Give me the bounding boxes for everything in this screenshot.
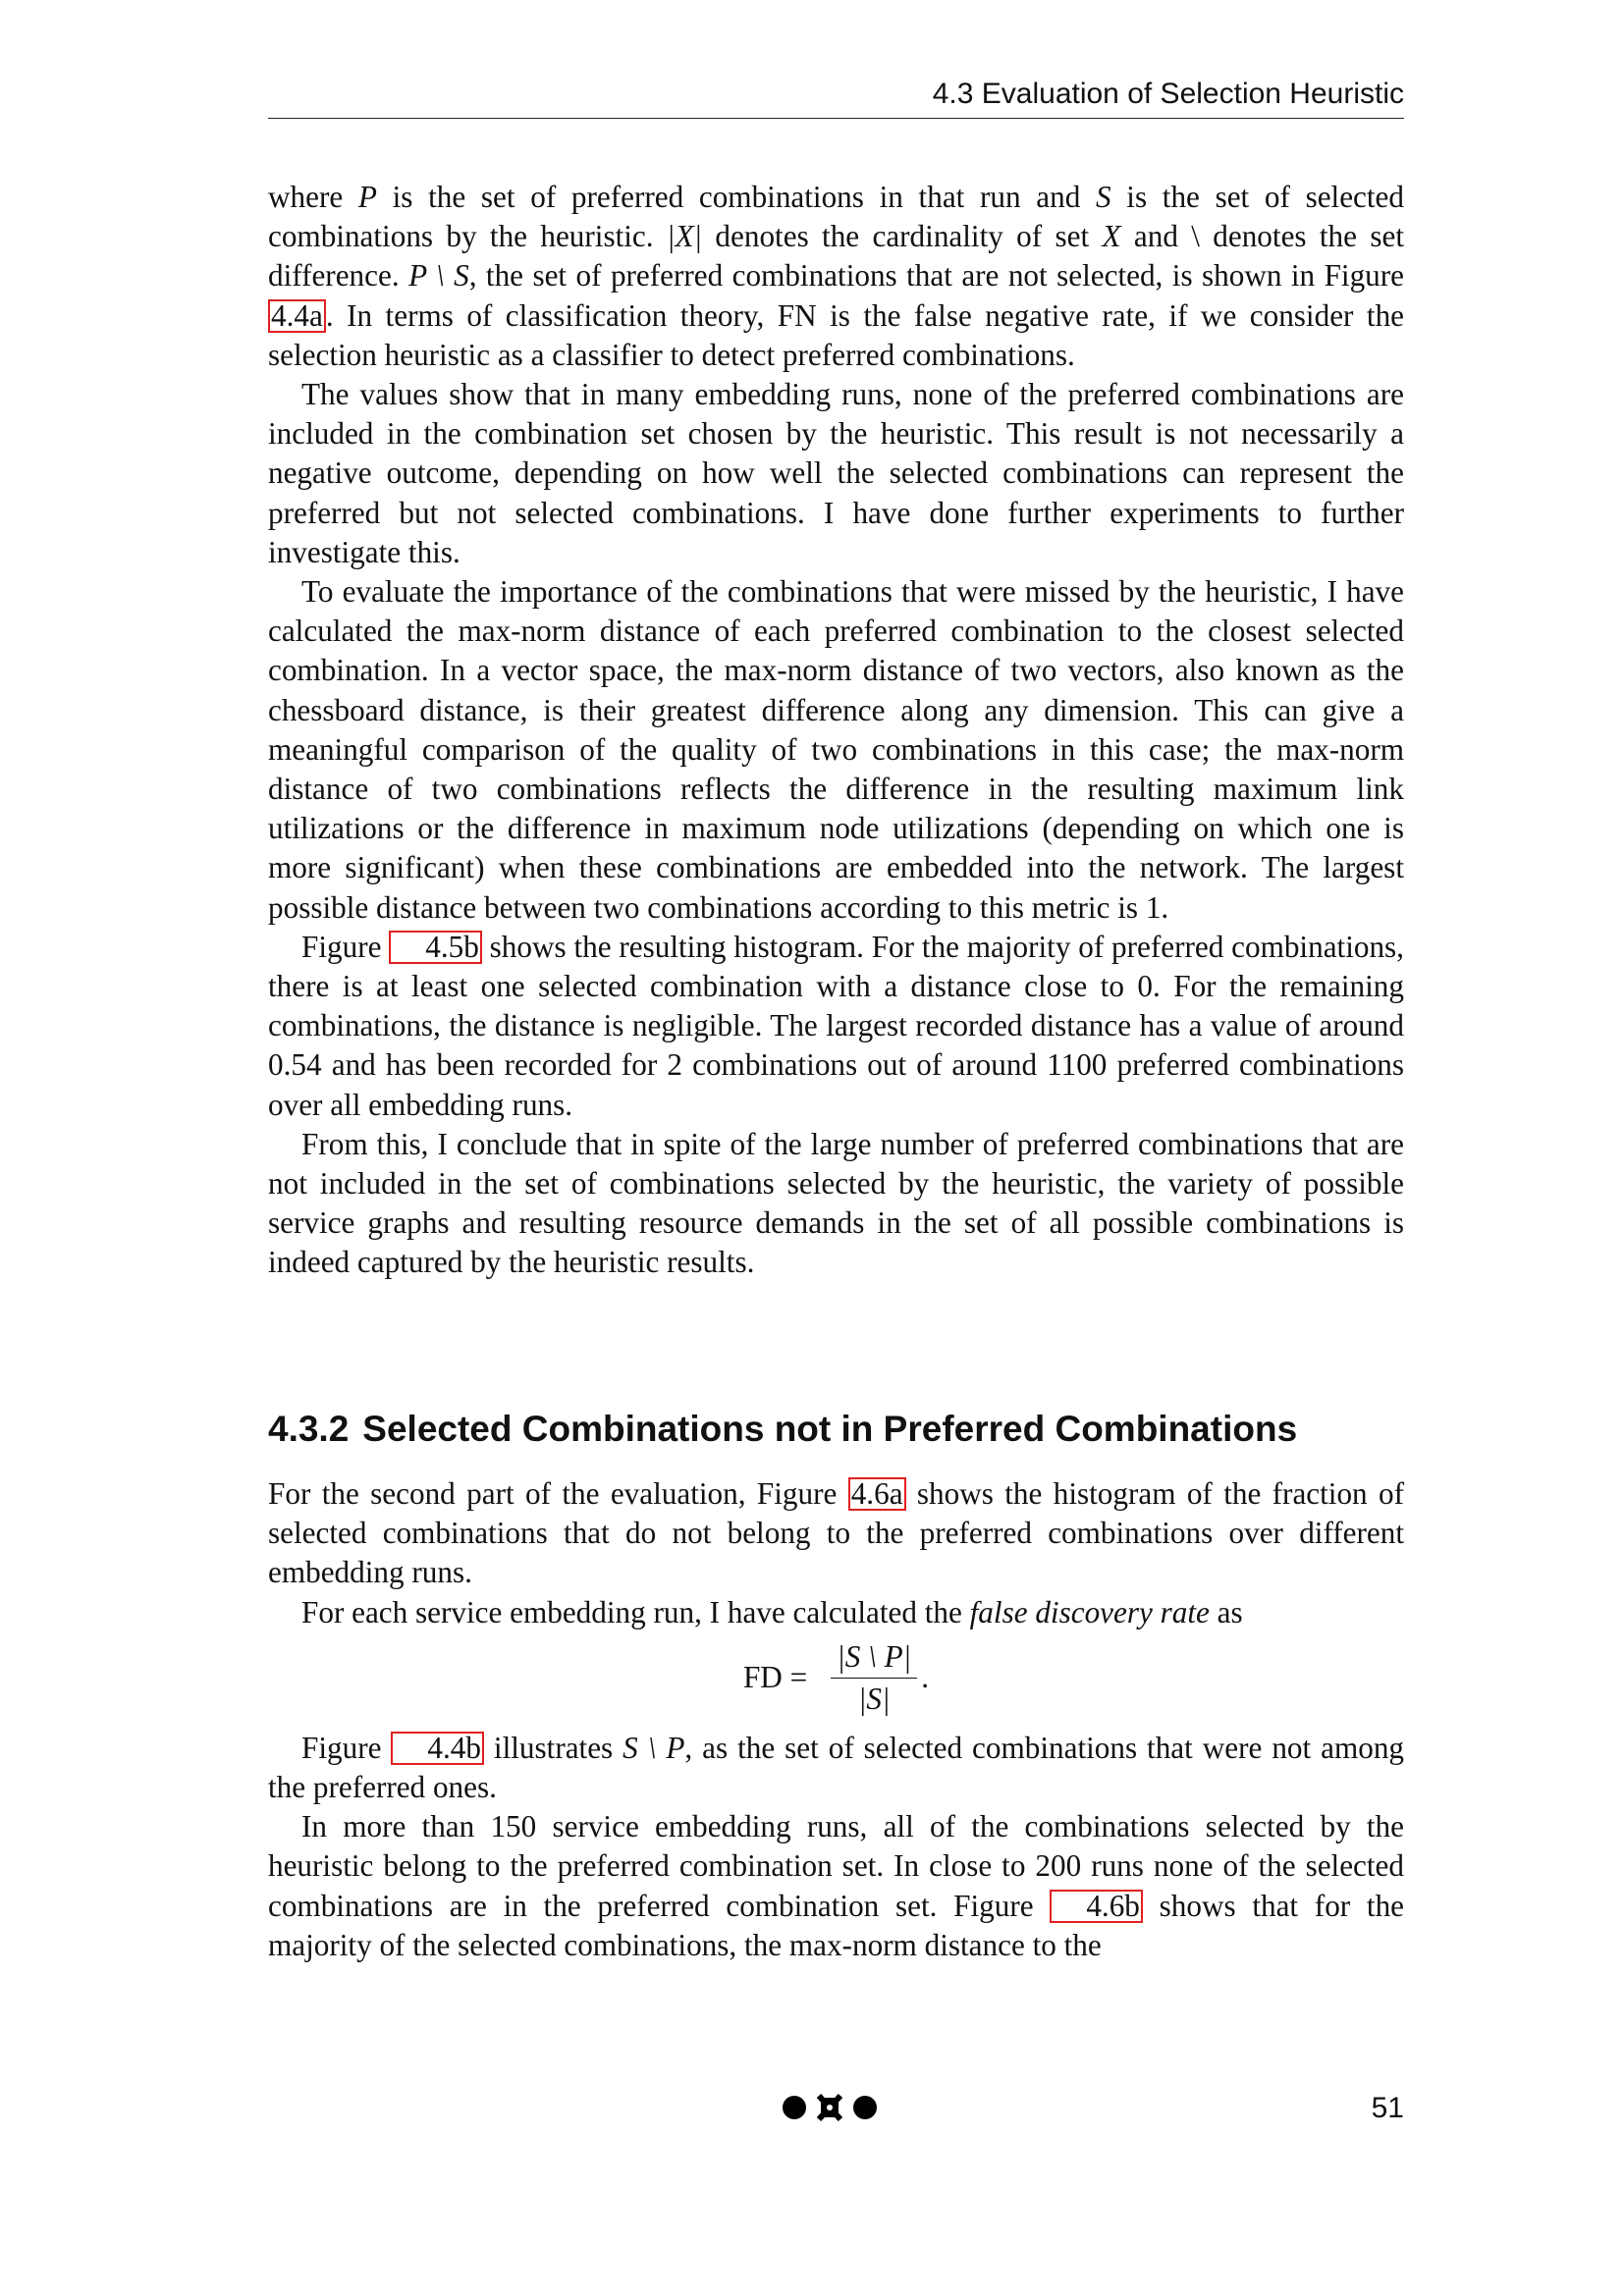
paragraph-false-discovery: For each service embedding run, I have calculated the false discovery rate as: [301, 1594, 1243, 1629]
paragraph-values: The values show that in many embedding runs, none of the preferred combinations are included in the combination set chosen by the heuristic. This result is not necessarily a negative outcome, depending on how well the selected combinations can represent the preferred but not selected combinations. I have done further experiments to further investigate this.: [268, 377, 1404, 569]
math-p: P: [357, 180, 377, 214]
body-text-bottom: [268, 1474, 1404, 1965]
paragraph-second-part: For the second part of the evaluation, Figure 4.6a shows the histogram of the fraction of selected combinations that do not belong to the preferred combinations over different embedding runs.: [268, 1476, 1404, 1590]
running-header: [268, 75, 1404, 119]
paragraph-max-norm: To evaluate the importance of the combinations that were missed by the heuristic, I have calculated the max-norm distance of each preferred combination to the closest selected combination. In a vector space, the max-norm distance of two vectors, also known as the chessboard distance, is their greatest difference along any dimension. This can give a meaningful comparison of the quality of two combinations in this case; the max-norm distance of two combinations reflects the difference in the resulting maximum link utilizations or the difference in maximum node utilizations (depending on which one is more significant) when these combinations are embedded into the network. The largest possible distance between two combinations according to this metric is 1.: [268, 574, 1404, 925]
math-s: S: [1096, 180, 1111, 214]
equation-fraction: [831, 1638, 917, 1718]
equation-denominator: |S|: [857, 1681, 891, 1716]
institution-logo-icon: [781, 2091, 879, 2124]
term-false-discovery-rate: false discovery rate: [969, 1594, 1210, 1629]
figure-ref-4-6a[interactable]: 4.6a: [848, 1477, 906, 1511]
page-number: 51: [1371, 2092, 1404, 2124]
math-x: X: [1102, 219, 1121, 254]
body-text-top: [268, 178, 1404, 1283]
paragraph-runs: In more than 150 service embedding runs, all of the combinations selected by the heuristic belong to the preferred combination set. In close to 200 runs none of the selected combinations are in the preferred combination set. Figure 4.6b shows that for the majority of the selected combinations, the max-norm distance to the: [268, 1809, 1405, 1962]
paragraph-definitions: where P is the set of preferred combinations in that run and S is the set of selected combinations by the heuristic. |X| denotes the cardinality of set X and \ denotes the set difference. P \ S, the set of preferred combinations that are not selected, is shown in Figure 4.4a. In terms of classification theory, FN is the false negative rate, if we consider the selection heuristic as a classifier to detect preferred combinations.: [268, 180, 1405, 372]
paragraph-conclusion: From this, I conclude that in spite of the large number of preferred combinations that are not included in the set of combinations selected by the heuristic, the variety of possible service graphs and resulting resource demands in the set of all possible combinations is indeed captured by the heuristic results.: [268, 1126, 1404, 1280]
running-title: 4.3 Evaluation of Selection Heuristic: [932, 78, 1404, 110]
section-heading: [268, 1406, 1404, 1453]
equation-period: .: [921, 1660, 930, 1695]
figure-ref-4-5b[interactable]: 4.5b: [389, 931, 482, 964]
equation-fd: [268, 1638, 1404, 1725]
equation-lhs: FD =: [742, 1660, 808, 1695]
section-number: 4.3.2: [268, 1409, 350, 1449]
paragraph-histogram: Figure 4.5b shows the resulting histogram. For the majority of preferred combinations, there is at least one selected combination with a distance close to 0. For the remaining combinations, the distance is negligible. The largest recorded distance has a value of around 0.54 and has been recorded for 2 combinations out of around 1100 preferred combinations over all embedding runs.: [268, 929, 1404, 1122]
section-title: Selected Combinations not in Preferred Combinations: [362, 1409, 1298, 1449]
figure-ref-4-6b[interactable]: 4.6b: [1050, 1890, 1143, 1923]
figure-ref-4-4b[interactable]: 4.4b: [391, 1732, 484, 1765]
equation-numerator: |S \ P|: [831, 1638, 917, 1679]
math-s-minus-p: S \ P: [623, 1730, 685, 1765]
figure-ref-4-4a[interactable]: 4.4a: [268, 299, 326, 333]
math-cardinality: |X|: [666, 219, 703, 254]
paragraph-illustrates: Figure 4.4b illustrates S \ P, as the set of selected combinations that were not among the preferred ones.: [268, 1730, 1405, 1805]
math-p-minus-s: P \ S: [408, 258, 469, 294]
